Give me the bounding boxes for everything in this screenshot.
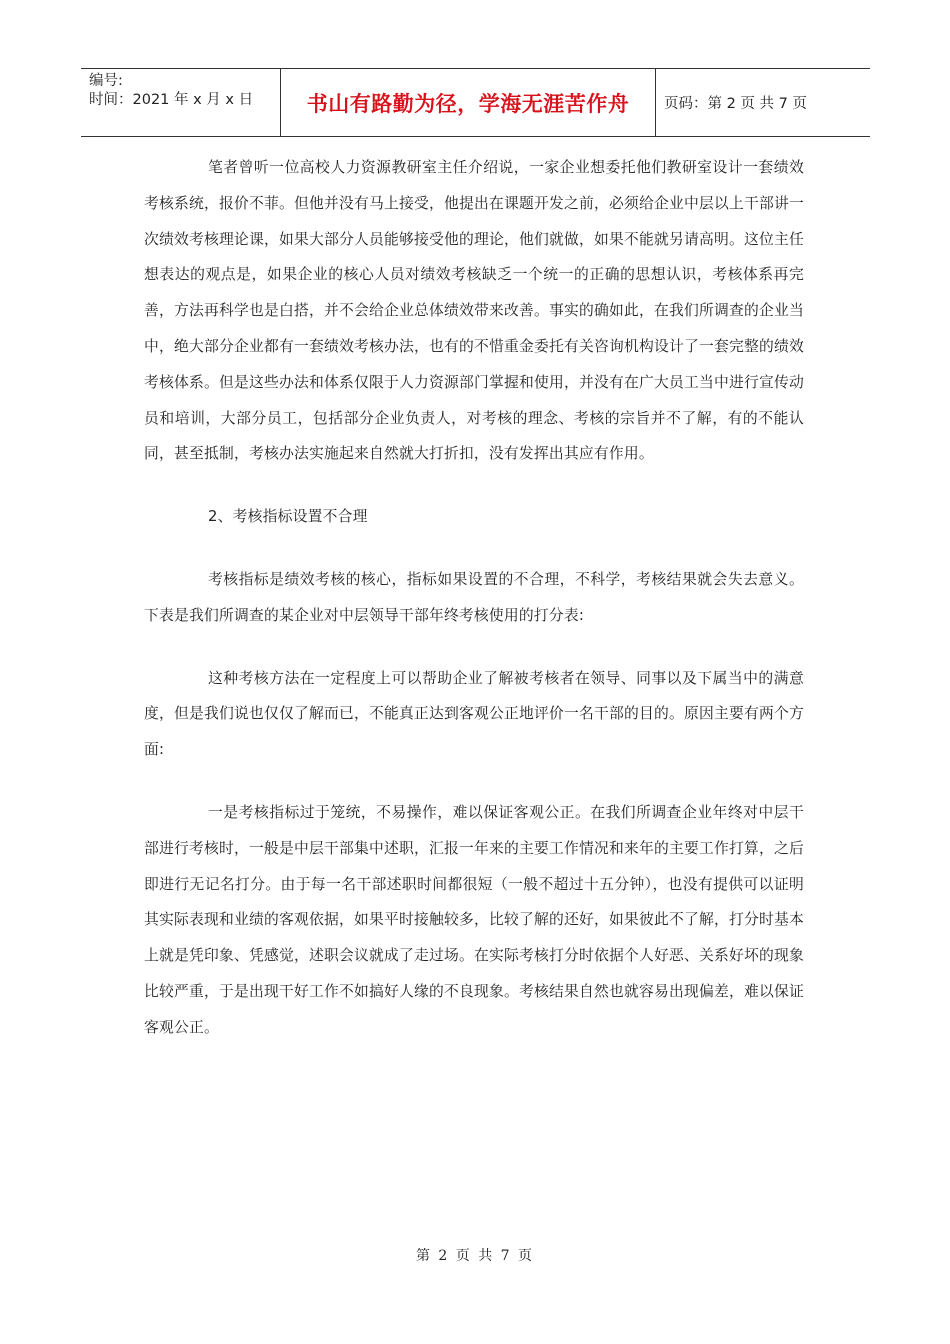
document-body xyxy=(144,150,804,1073)
body-paragraph: 考核指标是绩效考核的核心，指标如果设置的不合理，不科学，考核结果就会失去意义。下表是我们所调查的某企业对中层领导干部年终考核使用的打分表: xyxy=(144,570,804,624)
body-paragraph: 笔者曾听一位高校人力资源教研室主任介绍说，一家企业想委托他们教研室设计一套绩效考核系统，报价不菲。但他并没有马上接受，他提出在课题开发之前，必须给企业中层以上干部讲一次绩效考核理论课，如果大部分人员能够接受他的理论，他们就做，如果不能就另请高明。这位主任想表达的观点是，如果企业的核心人员对绩效考核缺乏一个统一的正确的思想认识，考核体系再完善，方法再科学也是白搭，并不会给企业总体绩效带来改善。事实的确如此，在我们所调查的企业当中，绝大部分企业都有一套绩效考核办法，也有的不惜重金委托有关咨询机构设计了一套完整的绩效考核体系。但是这些办法和体系仅限于人力资源部门掌握和使用，并没有在广大员工当中进行宣传动员和培训，大部分员工，包括部分企业负责人，对考核的理念、考核的宗旨并不了解，有的不能认同，甚至抵制，考核办法实施起来自然就大打折扣，没有发挥出其应有作用。 xyxy=(144,159,804,463)
header-meta xyxy=(81,69,281,136)
section-heading: 2、考核指标设置不合理 xyxy=(208,508,368,526)
body-paragraph: 这种考核方法在一定程度上可以帮助企业了解被考核者在领导、同事以及下属当中的满意度，但是我们说也仅仅了解而已，不能真正达到客观公正地评价一名干部的目的。原因主要有两个方面: xyxy=(144,669,804,759)
header-motto-cell xyxy=(281,69,656,136)
page-header xyxy=(81,68,870,137)
document-date: 时间：2021 年 x 月 x 日 xyxy=(89,92,254,108)
document-number-label: 编号: xyxy=(89,73,123,89)
page-footer xyxy=(0,1245,950,1265)
header-page-code: 页码：第 2 页 共 7 页 xyxy=(664,96,807,112)
body-paragraph: 一是考核指标过于笼统，不易操作，难以保证客观公正。在我们所调查企业年终对中层干部进行考核时，一般是中层干部集中述职，汇报一年来的主要工作情况和来年的主要工作打算，之后即进行无记名打分。由于每一名干部述职时间都很短（一般不超过十五分钟），也没有提供可以证明其实际表现和业绩的客观依据，如果平时接触较多，比较了解的还好，如果彼此不了解，打分时基本上就是凭印象、凭感觉，述职会议就成了走过场。在实际考核打分时依据个人好恶、关系好坏的现象比较严重，于是出现干好工作不如搞好人缘的不良现象。考核结果自然也就容易出现偏差，难以保证客观公正。 xyxy=(144,803,804,1036)
footer-page-number: 第 2 页 共 7 页 xyxy=(415,1248,535,1264)
header-page-code-cell xyxy=(656,69,870,136)
header-motto: 书山有路勤为径，学海无涯苦作舟 xyxy=(306,90,630,116)
